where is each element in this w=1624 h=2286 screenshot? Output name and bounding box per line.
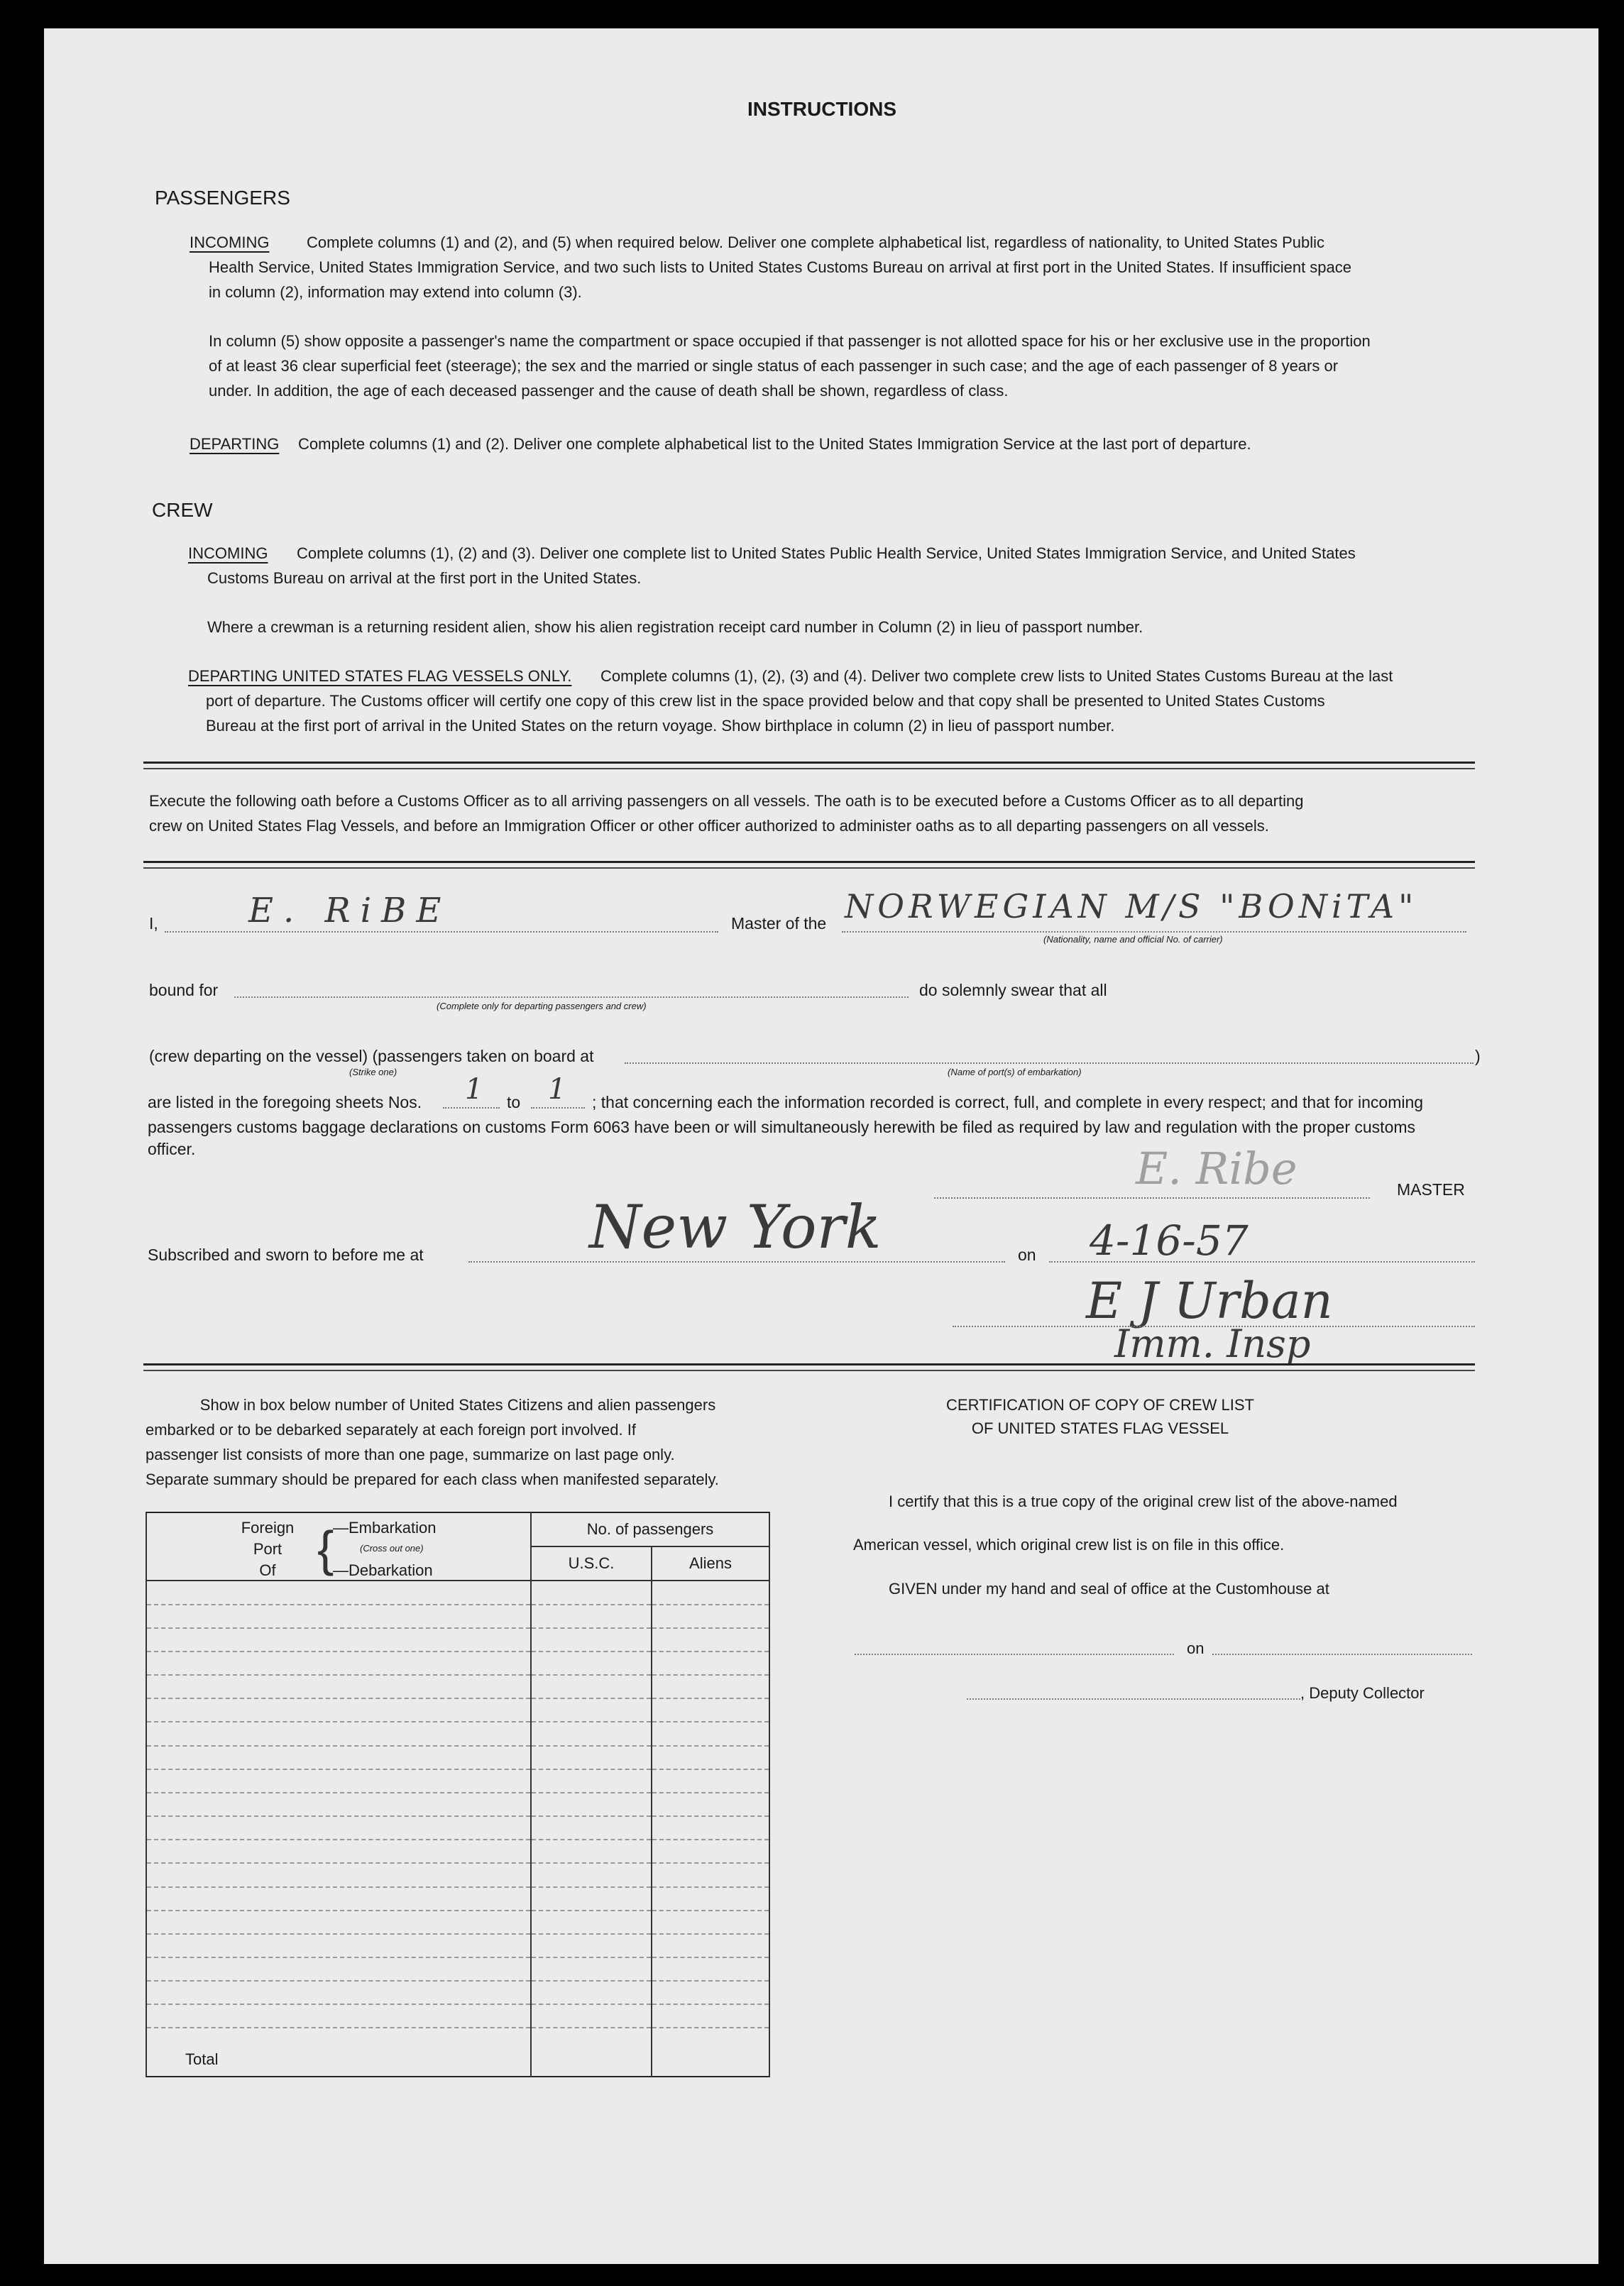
ports-field[interactable] [625,1062,1474,1064]
usc-cell[interactable] [531,1981,652,2004]
crew-flag-line-2: port of departure. The Customs officer will certify one copy of this crew list in the space provided below and that copy shall be presented to United States Customs [206,692,1325,710]
master-name-field[interactable] [165,931,718,933]
aliens-cell[interactable] [652,1769,769,1793]
usc-cell[interactable] [531,1769,652,1793]
total-label: Total [146,2028,531,2077]
column5-line-2: of at least 36 clear superficial feet (steerage); the sex and the married or single status of each passenger in such case; and the age of each passenger of 8 years or [209,357,1339,375]
cert-on-label: on [1187,1639,1205,1657]
usc-cell[interactable] [531,1698,652,1722]
aliens-cell[interactable] [652,1863,769,1886]
passengers-incoming-line-3: in column (2), information may extend into column (3). [209,283,582,301]
aliens-cell[interactable] [652,1911,769,1934]
certify-line-1: I certify that this is a true copy of the original crew list of the above-named [889,1493,1398,1510]
usc-total-cell[interactable] [531,2028,652,2077]
passengers-incoming-label: INCOMING [190,233,270,251]
given-line: GIVEN under my hand and seal of office at the Customhouse at [889,1580,1329,1598]
crew-flag-line-1: Complete columns (1), (2), (3) and (4). Deliver two complete crew lists to United States Customs Bureau at the last [600,667,1393,685]
aliens-header: Aliens [652,1546,769,1581]
usc-cell[interactable] [531,1675,652,1698]
deputy-collector-field[interactable] [967,1698,1300,1700]
col-of: Of [259,1561,276,1579]
listed-prefix: are listed in the foregoing sheets Nos. [148,1093,422,1111]
page-title: INSTRUCTIONS [747,98,896,120]
oath-i-label: I, [149,914,158,933]
passengers-incoming-line-2: Health Service, United States Immigration Service, and two such lists to United States Customs Bureau on arrival at first port in the United States. If insufficient space [209,258,1352,276]
usc-cell[interactable] [531,1746,652,1769]
deputy-collector-label: , Deputy Collector [1300,1684,1425,1702]
port-cell[interactable] [146,1675,531,1698]
usc-header: U.S.C. [531,1546,652,1581]
aliens-cell[interactable] [652,1652,769,1675]
usc-cell[interactable] [531,1863,652,1886]
divider [143,1370,1475,1371]
bound-for-label: bound for [149,981,219,999]
close-paren: ) [1475,1047,1481,1065]
passengers-departing-label: DEPARTING [190,435,280,453]
aliens-cell[interactable] [652,1887,769,1911]
officer-title: Imm. Insp [1114,1321,1311,1366]
aliens-cell[interactable] [652,1793,769,1816]
vessel-handwritten: NORWEGIAN M/S "BONiTA" [845,887,1418,925]
crew-resident-text: Where a crewman is a returning resident alien, show his alien registration receipt card number in Column (2) in lieu of passport number. [207,618,1143,636]
oath-intro-line-1: Execute the following oath before a Customs Officer as to all arriving passengers on all vessels. The oath is to be executed before a Customs Officer as to all departing [149,792,1304,810]
cert-title-line-1: CERTIFICATION OF COPY OF CREW LIST [946,1396,1254,1414]
aliens-cell[interactable] [652,1934,769,1957]
port-cell[interactable] [146,1628,531,1652]
sheet-from-field[interactable] [443,1107,500,1109]
customhouse-field[interactable] [855,1654,1174,1655]
aliens-cell[interactable] [652,2004,769,2028]
usc-cell[interactable] [531,1840,652,1863]
vessel-field[interactable] [842,931,1466,933]
strike-caption: (Strike one) [349,1067,397,1077]
port-cell[interactable] [146,1887,531,1911]
port-cell[interactable] [146,1911,531,1934]
crew-incoming-label: INCOMING [188,544,268,562]
no-passengers-header: No. of passengers [531,1512,769,1546]
port-cell[interactable] [146,1698,531,1722]
to-label: to [507,1093,521,1111]
officer-signature: E J Urban [1086,1272,1333,1330]
summary-line-4: Separate summary should be prepared for each class when manifested separately. [146,1471,719,1488]
cert-title-line-2: OF UNITED STATES FLAG VESSEL [971,1419,1229,1437]
port-cell[interactable] [146,1746,531,1769]
aliens-cell[interactable] [652,1722,769,1745]
swear-text: do solemnly swear that all [919,981,1107,999]
foreign-port-header [146,1512,531,1581]
usc-cell[interactable] [531,1934,652,1957]
passengers-heading: PASSENGERS [155,187,290,209]
port-cell[interactable] [146,1769,531,1793]
aliens-cell[interactable] [652,1981,769,2004]
bound-caption: (Complete only for departing passengers and crew) [437,1001,647,1011]
brace-symbol: { [317,1521,334,1576]
vessel-caption: (Nationality, name and official No. of carrier) [1043,934,1223,945]
certify-line-2: American vessel, which original crew list is on file in this office. [853,1536,1285,1554]
passengers-departing-text: Complete columns (1) and (2). Deliver one complete alphabetical list to the United States Immigration Service at the last port of departure. [298,435,1251,453]
usc-cell[interactable] [531,2004,652,2028]
cross-out-caption: (Cross out one) [360,1543,424,1554]
master-name-handwritten: E. RiBE [248,891,451,930]
master-signature: E. Ribe [1136,1143,1297,1194]
sheet-to-handwritten: 1 [548,1073,566,1106]
port-cell[interactable] [146,1981,531,2004]
crew-departing-text: (crew departing on the vessel) (passengers taken on board at [149,1047,594,1065]
aliens-cell[interactable] [652,1698,769,1722]
usc-cell[interactable] [531,1793,652,1816]
on-label: on [1018,1246,1036,1264]
divider [143,768,1475,769]
usc-cell[interactable] [531,1581,652,1604]
port-cell[interactable] [146,1793,531,1816]
divider [143,762,1475,764]
aliens-cell[interactable] [652,1840,769,1863]
usc-cell[interactable] [531,1652,652,1675]
usc-cell[interactable] [531,1628,652,1652]
port-cell[interactable] [146,1816,531,1840]
cert-date-field[interactable] [1212,1654,1472,1655]
summary-line-1: Show in box below number of United States Citizens and alien passengers [199,1396,716,1414]
crew-flag-label: DEPARTING UNITED STATES FLAG VESSELS ONLY. [188,667,572,685]
port-cell[interactable] [146,2004,531,2028]
divider [143,1363,1475,1365]
divider [143,861,1475,863]
summary-line-3: passenger list consists of more than one page, summarize on last page only. [146,1446,675,1463]
divider [143,867,1475,869]
port-cell[interactable] [146,1863,531,1886]
aliens-cell[interactable] [652,1957,769,1981]
port-cell[interactable] [146,1957,531,1981]
aliens-cell[interactable] [652,1581,769,1604]
sworn-label: Subscribed and sworn to before me at [148,1246,424,1264]
port-cell[interactable] [146,1652,531,1675]
port-cell[interactable] [146,1722,531,1745]
summary-line-2: embarked or to be debarked separately at each foreign port involved. If [146,1421,636,1439]
sheet-from-handwritten: 1 [465,1073,483,1106]
usc-cell[interactable] [531,1722,652,1745]
oath-intro-line-2: crew on United States Flag Vessels, and before an Immigration Officer or other officer authorized to administer oaths as to all departing passengers on all vessels. [149,817,1269,835]
embarkation-option[interactable]: —Embarkation [333,1519,437,1537]
port-cell[interactable] [146,1840,531,1863]
debarkation-option[interactable]: —Debarkation [333,1561,433,1579]
bound-for-field[interactable] [234,996,909,998]
aliens-cell[interactable] [652,1746,769,1769]
port-cell[interactable] [146,1581,531,1604]
sheet-to-field[interactable] [531,1107,585,1109]
crew-incoming-line-1: Complete columns (1), (2) and (3). Deliver one complete list to United States Public Health Service, United States Immigration Service, and United States [297,544,1356,562]
sworn-place-handwritten: New York [589,1192,882,1262]
port-cell[interactable] [146,1934,531,1957]
col-port: Port [253,1540,282,1558]
master-signature-field[interactable] [934,1197,1370,1199]
passenger-summary-table [146,1512,770,2077]
aliens-cell[interactable] [652,1816,769,1840]
passengers-incoming-line-1: Complete columns (1) and (2), and (5) when required below. Deliver one complete alphabetical list, regardless of nationality, to United States Public [307,233,1325,251]
usc-cell[interactable] [531,1816,652,1840]
aliens-total-cell[interactable] [652,2028,769,2077]
col-foreign: Foreign [241,1519,295,1537]
aliens-cell[interactable] [652,1675,769,1698]
master-label: MASTER [1397,1180,1465,1199]
listed-line-3: officer. [148,1140,196,1158]
aliens-cell[interactable] [652,1605,769,1628]
sworn-date-handwritten: 4-16-57 [1090,1216,1249,1265]
master-of-label: Master of the [731,914,827,933]
listed-suffix: ; that concerning each the information recorded is correct, full, and complete in every respect; and that for incoming [592,1093,1424,1111]
usc-cell[interactable] [531,1605,652,1628]
crew-heading: CREW [152,499,213,521]
column5-line-1: In column (5) show opposite a passenger's name the compartment or space occupied if that passenger is not allotted space for his or her exclusive use in the proportion [209,332,1371,350]
usc-cell[interactable] [531,1887,652,1911]
port-cell[interactable] [146,1605,531,1628]
usc-cell[interactable] [531,1957,652,1981]
crew-flag-line-3: Bureau at the first port of arrival in the United States on the return voyage. Show birthplace in column (2) in lieu of passport number. [206,717,1115,735]
crew-incoming-line-2: Customs Bureau on arrival at the first port in the United States. [207,569,642,587]
usc-cell[interactable] [531,1911,652,1934]
ports-caption: (Name of port(s) of embarkation) [948,1067,1082,1077]
column5-line-3: under. In addition, the age of each deceased passenger and the cause of death shall be shown, regardless of class. [209,382,1009,400]
aliens-cell[interactable] [652,1628,769,1652]
listed-line-2: passengers customs baggage declarations on customs Form 6063 have been or will simultaneously herewith be filed as required by law and regulation with the proper customs [148,1118,1416,1136]
